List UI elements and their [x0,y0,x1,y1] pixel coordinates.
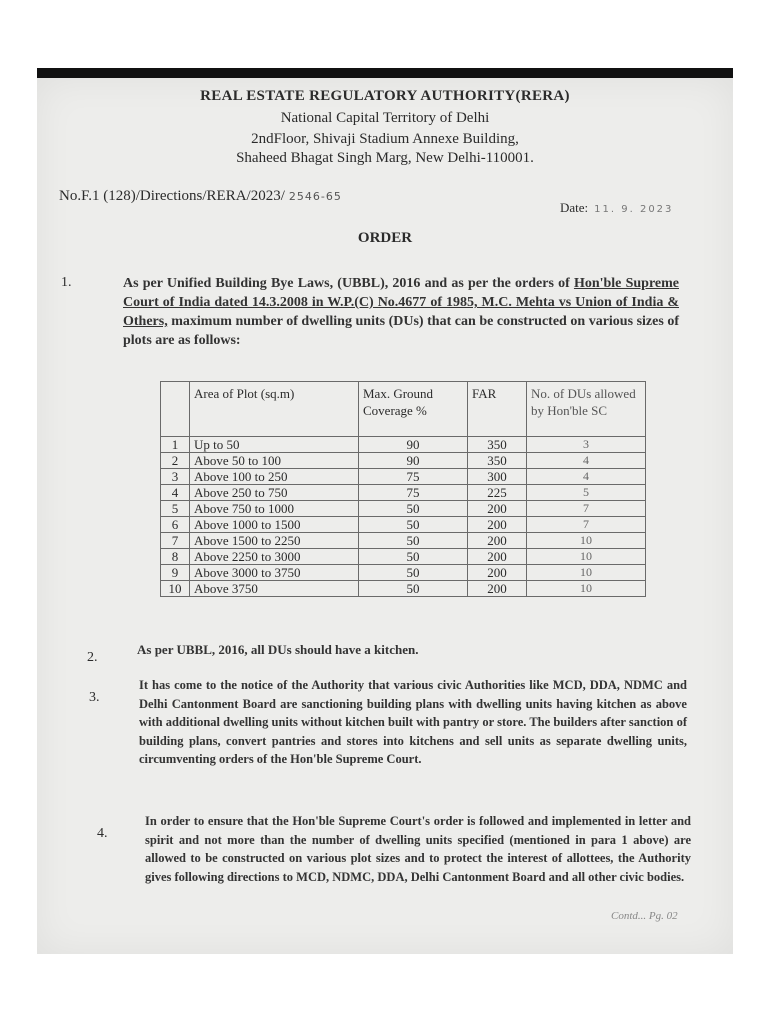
para-1-number: 1. [61,275,72,290]
order-heading: ORDER [357,230,413,246]
far-cell: 350 [468,437,527,453]
table-header: Max. Ground Coverage % [359,382,468,437]
para-1-text-a: As per Unified Building Bye Laws, (UBBL), 2016 and as per the orders of [123,276,574,291]
ground-coverage-cell: 50 [359,517,468,533]
address-line-3: Shaheed Bhagat Singh Marg, New Delhi-110001. [236,150,534,166]
plot-area-cell: Up to 50 [190,437,359,453]
ground-coverage-cell: 90 [359,453,468,469]
table-row [161,485,646,501]
row-number: 2 [161,453,190,469]
date-label: Date: [560,200,589,215]
far-cell: 300 [468,469,527,485]
address-line-2: 2ndFloor, Shivaji Stadium Annexe Building, [251,131,519,147]
dus-allowed-cell: 3 [527,437,646,453]
table-header-row [161,382,646,437]
date-value: 11. 9. 2023 [594,204,674,215]
dus-allowed-cell: 7 [527,517,646,533]
address-line-1: National Capital Territory of Delhi [280,110,490,126]
dus-allowed-cell: 4 [527,453,646,469]
para-1-text-b: maximum number of dwelling units (DUs) that can be constructed on various sizes of plots are as follows: [123,314,679,348]
table-row [161,581,646,597]
table-header: FAR [468,382,527,437]
reference-number-text: No.F.1 (128)/Directions/RERA/2023/ [59,188,285,204]
plot-area-cell: Above 1500 to 2250 [190,533,359,549]
row-number: 8 [161,549,190,565]
document-page [37,78,733,954]
table-row [161,437,646,453]
far-cell: 350 [468,453,527,469]
date-field [560,200,673,216]
ground-coverage-cell: 75 [359,469,468,485]
continued-note: Contd... Pg. 02 [611,910,678,922]
plot-area-cell: Above 750 to 1000 [190,501,359,517]
table-row [161,517,646,533]
dus-allowed-cell: 4 [527,469,646,485]
row-number: 10 [161,581,190,597]
plot-area-cell: Above 1000 to 1500 [190,517,359,533]
table-row [161,501,646,517]
dus-allowed-cell: 5 [527,485,646,501]
far-cell: 200 [468,581,527,597]
ground-coverage-cell: 50 [359,501,468,517]
dus-allowed-cell: 10 [527,581,646,597]
far-cell: 200 [468,565,527,581]
table-header: No. of DUs allowed by Hon'ble SC [527,382,646,437]
para-3-text: It has come to the notice of the Authority that various civic Authorities like MCD, DDA, NDMC and Delhi Cantonment Board are sanctioning building plans with dwelling units having kitchen as above with additional dwelling units without kitchen built with pantry or store. The builders after sanction of building plans, convert pantries and stores into kitchens and sell units as separate dwelling units, circumventing orders of the Hon'ble Supreme Court. [139,678,687,766]
top-border [37,68,733,78]
table-row [161,533,646,549]
para-4-text: In order to ensure that the Hon'ble Supreme Court's order is followed and implemented in letter and spirit and not more than the number of dwelling units specified (mentioned in para 1 above) are allowed to be constructed on various plot sizes and to protect the interest of allottees, the Authority gives following directions to MCD, NDMC, DDA, Delhi Cantonment Board and all other civic bodies. [145,814,691,884]
table-header [161,382,190,437]
plot-area-cell: Above 250 to 750 [190,485,359,501]
plot-area-cell: Above 3000 to 3750 [190,565,359,581]
table-row [161,565,646,581]
dus-allowed-cell: 7 [527,501,646,517]
row-number: 1 [161,437,190,453]
para-1-underlined: Hon'ble Supreme Court of India dated 14.3.2008 in W.P.(C) No.4677 of 1985, M.C. Mehta vs Union of India & Others, [123,276,679,329]
row-number: 6 [161,517,190,533]
far-cell: 225 [468,485,527,501]
table-row [161,453,646,469]
far-cell: 200 [468,533,527,549]
plot-area-cell: Above 50 to 100 [190,453,359,469]
ground-coverage-cell: 75 [359,485,468,501]
ground-coverage-cell: 50 [359,533,468,549]
ground-coverage-cell: 50 [359,581,468,597]
row-number: 3 [161,469,190,485]
table-row [161,549,646,565]
far-cell: 200 [468,517,527,533]
ground-coverage-cell: 50 [359,549,468,565]
para-2-text: As per UBBL, 2016, all DUs should have a kitchen. [137,642,419,657]
para-4-number: 4. [97,826,108,841]
plot-table [160,381,646,597]
dus-allowed-cell: 10 [527,533,646,549]
far-cell: 200 [468,501,527,517]
table-header: Area of Plot (sq.m) [190,382,359,437]
authority-title: REAL ESTATE REGULATORY AUTHORITY(RERA) [200,88,570,104]
plot-area-cell: Above 2250 to 3000 [190,549,359,565]
far-cell: 200 [468,549,527,565]
para-2-number: 2. [87,650,98,665]
reference-number [59,188,342,205]
row-number: 9 [161,565,190,581]
ground-coverage-cell: 50 [359,565,468,581]
dus-allowed-cell: 10 [527,549,646,565]
reference-handwritten: 2546-65 [288,190,342,203]
table-row [161,469,646,485]
row-number: 5 [161,501,190,517]
para-3-number: 3. [89,690,100,705]
ground-coverage-cell: 90 [359,437,468,453]
row-number: 7 [161,533,190,549]
dus-allowed-cell: 10 [527,565,646,581]
plot-area-cell: Above 3750 [190,581,359,597]
para-1-text [123,274,679,350]
plot-area-cell: Above 100 to 250 [190,469,359,485]
row-number: 4 [161,485,190,501]
